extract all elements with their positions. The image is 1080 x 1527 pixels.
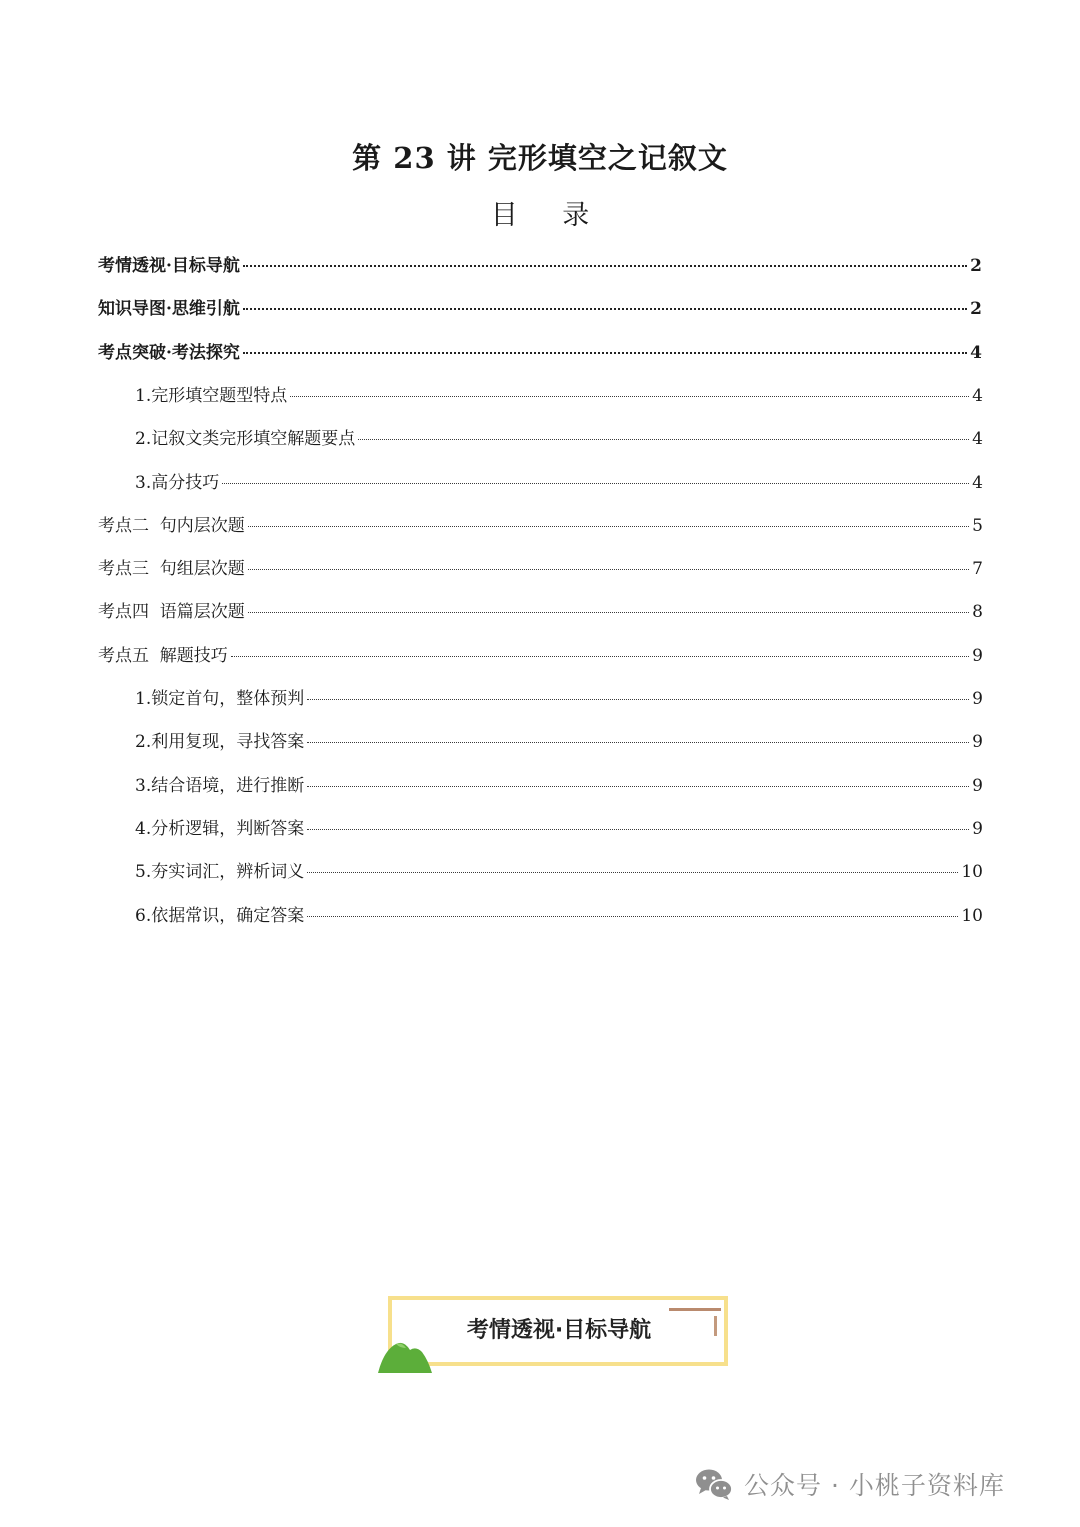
toc-dot-leader (248, 569, 969, 570)
toc-entry[interactable] (135, 774, 983, 798)
toc-dot-leader (307, 872, 958, 873)
toc-entry-label: 6.依据常识，确定答案 (135, 906, 305, 926)
section-banner (388, 1296, 728, 1366)
toc-entry-page: 4 (972, 386, 983, 406)
toc-entry[interactable] (98, 557, 983, 581)
toc-entry-page: 2 (970, 256, 982, 276)
toc-dot-leader (248, 612, 969, 613)
page-title: 第 23 讲 完形填空之记叙文 (352, 141, 728, 175)
toc-entry-label: 2.利用复现，寻找答案 (135, 732, 305, 752)
toc-dot-leader (248, 526, 969, 527)
toc-entry[interactable] (135, 730, 983, 754)
toc-entry[interactable] (135, 687, 983, 711)
toc-entry[interactable] (98, 297, 982, 321)
toc-entry[interactable] (98, 341, 982, 365)
toc-dot-leader (307, 829, 969, 830)
watermark-text: 公众号 · 小桃子资料库 (744, 1471, 1005, 1500)
banner-accent-tick (714, 1316, 717, 1336)
toc-entry[interactable] (135, 904, 983, 928)
toc-entry-label: 考点二 句内层次题 (98, 516, 245, 536)
toc-entry-label: 考点突破·考法探究 (98, 343, 240, 363)
wechat-icon (694, 1467, 734, 1501)
toc-entry-label: 2.记叙文类完形填空解题要点 (135, 429, 356, 449)
toc-entry-page: 4 (972, 473, 983, 493)
toc-dot-leader (243, 308, 967, 310)
banner-accent-bar (669, 1308, 721, 1311)
toc-entry-label: 4.分析逻辑，判断答案 (135, 819, 305, 839)
toc-heading: 目 录 (490, 200, 608, 231)
toc-entry-page: 2 (970, 299, 982, 319)
toc-entry-label: 考情透视·目标导航 (98, 256, 240, 276)
toc-entry[interactable] (98, 254, 982, 278)
toc-entry-page: 9 (972, 689, 983, 709)
toc-entry-label: 1.锁定首句，整体预判 (135, 689, 305, 709)
toc-entry[interactable] (135, 471, 983, 495)
toc-entry-page: 9 (972, 732, 983, 752)
toc-dot-leader (243, 265, 967, 267)
banner-title: 考情透视·目标导航 (466, 1318, 652, 1343)
toc-entry-page: 7 (972, 559, 983, 579)
toc-entry[interactable] (135, 427, 983, 451)
toc-dot-leader (307, 786, 969, 787)
toc-dot-leader (358, 439, 969, 440)
toc-entry-page: 10 (961, 862, 983, 882)
toc-entry-page: 9 (972, 819, 983, 839)
toc-entry-page: 4 (972, 429, 983, 449)
toc-dot-leader (290, 396, 969, 397)
toc-entry-page: 9 (972, 776, 983, 796)
toc-dot-leader (222, 483, 969, 484)
toc-entry[interactable] (135, 860, 983, 884)
toc-dot-leader (307, 699, 969, 700)
toc-entry[interactable] (135, 817, 983, 841)
toc-entry-label: 3.高分技巧 (135, 473, 220, 493)
toc-entry-label: 考点五 解题技巧 (98, 646, 228, 666)
toc-entry-page: 9 (972, 646, 983, 666)
toc-entry-label: 知识导图·思维引航 (98, 299, 240, 319)
toc-entry-label: 考点四 语篇层次题 (98, 602, 245, 622)
toc-dot-leader (231, 656, 969, 657)
toc-entry-label: 考点三 句组层次题 (98, 559, 245, 579)
toc-dot-leader (307, 742, 969, 743)
toc-entry[interactable] (98, 600, 983, 624)
toc-entry[interactable] (98, 644, 983, 668)
toc-entry-label: 1.完形填空题型特点 (135, 386, 288, 406)
mountain-icon (376, 1336, 436, 1374)
toc-dot-leader (307, 916, 958, 917)
toc-entry-page: 4 (970, 343, 982, 363)
toc-dot-leader (243, 352, 967, 354)
toc-entry-label: 3.结合语境，进行推断 (135, 776, 305, 796)
toc-entry-page: 10 (961, 906, 983, 926)
toc-entry-page: 8 (972, 602, 983, 622)
watermark (694, 1458, 1005, 1510)
toc-entry[interactable] (135, 384, 983, 408)
toc-entry-label: 5.夯实词汇，辨析词义 (135, 862, 305, 882)
toc-entry-page: 5 (972, 516, 983, 536)
toc-entry[interactable] (98, 514, 983, 538)
